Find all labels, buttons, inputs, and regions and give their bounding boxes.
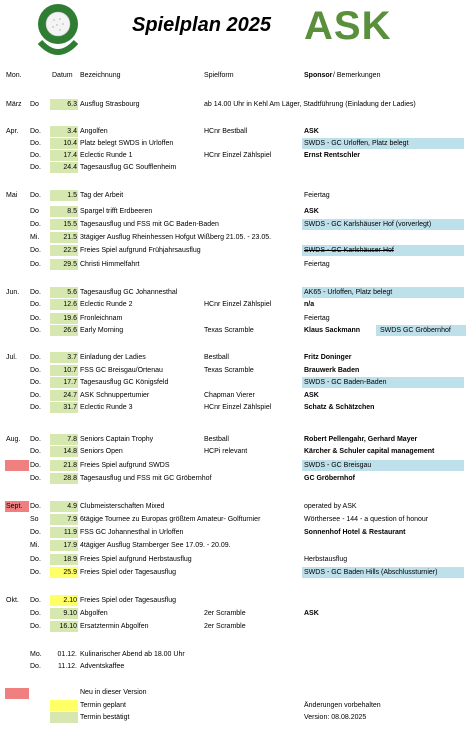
weekday-cell: Do. — [30, 164, 41, 171]
table-row — [0, 608, 472, 620]
date-cell: 10.4 — [63, 140, 77, 147]
weekday-cell: Do. — [30, 529, 41, 536]
month-cell: Jun. — [6, 289, 20, 296]
weekday-cell: Do. — [30, 475, 41, 482]
table-row — [0, 473, 472, 485]
date-cell: 16.10 — [59, 623, 77, 630]
date-cell: 3.7 — [67, 354, 77, 361]
event-name-cell: ASK Schnuppertumier — [80, 392, 150, 399]
event-name-cell: Freies Spiel oder Tagesausflug — [80, 597, 176, 604]
table-row — [0, 527, 472, 539]
sponsor-cell: Robert Pellengahr, Gerhard Mayer — [304, 436, 418, 443]
table-row — [0, 232, 472, 244]
weekday-cell: Do. — [30, 327, 41, 334]
weekday-cell: Do. — [30, 569, 41, 576]
event-name-cell: Abgolfen — [80, 610, 108, 617]
sponsor-cell: Kärcher & Schuler capital management — [304, 448, 435, 455]
table-row — [0, 219, 472, 231]
date-cell: 1.5 — [67, 192, 77, 199]
game-format-cell: HCnr Einzel Zählspiel — [204, 404, 272, 411]
table-row — [0, 299, 472, 311]
date-cell: 2.10 — [63, 597, 77, 604]
sponsor-cell: Feiertag — [304, 261, 330, 268]
event-name-cell: Eclectic Runde 3 — [80, 404, 133, 411]
weekday-cell: Do. — [30, 379, 41, 386]
legend-version: Version: 08.08.2025 — [304, 714, 367, 721]
table-row — [0, 365, 472, 377]
event-name-cell: Eclectic Runde 1 — [80, 152, 133, 159]
game-format-cell: Texas Scramble — [204, 367, 254, 374]
date-cell: 17.9 — [63, 542, 77, 549]
sponsor-cell: Brauwerk Baden — [304, 367, 360, 374]
weekday-cell: Do. — [30, 448, 41, 455]
event-name-cell: Ersatztermin Abgolfen — [80, 623, 149, 630]
month-cell: Aug. — [6, 436, 21, 443]
game-format-cell: HCnr Einzel Zählspiel — [204, 152, 272, 159]
sponsor-cell: Feiertag — [304, 192, 330, 199]
sponsor-cell: Schatz & Schätzchen — [304, 404, 375, 411]
sponsor-cell: ASK — [304, 208, 319, 215]
table-row — [0, 313, 472, 325]
table-row — [0, 540, 472, 552]
date-cell: 5.6 — [67, 289, 77, 296]
table-row — [0, 138, 472, 150]
table-row — [0, 259, 472, 271]
date-cell: 17.4 — [63, 152, 77, 159]
weekday-cell: Do. — [30, 289, 41, 296]
sponsor-cell: SWDS - GC Baden Hills (Abschlussturnier) — [304, 569, 438, 576]
extra-note-cell: SWDS GC Gröbernhof — [380, 327, 451, 334]
month-cell: Okt. — [6, 597, 19, 604]
date-cell: 10.7 — [63, 367, 77, 374]
table-row — [0, 390, 472, 402]
sponsor-cell: operated by ASK — [304, 503, 357, 510]
month-cell: Sept. — [6, 503, 23, 510]
weekday-cell: Do. — [30, 221, 41, 228]
sponsor-cell: ASK — [304, 610, 319, 617]
date-cell: 7.9 — [67, 516, 77, 523]
event-name-cell: 3tägiger Ausflug Rheinhessen Hofgut Wißberg 21.05. - 23.05. — [80, 234, 272, 241]
col-bemerkungen: / Bemerkungen — [333, 72, 381, 79]
date-cell: 21.5 — [63, 234, 77, 241]
game-format-cell: Bestball — [204, 436, 229, 443]
month-cell: Apr. — [6, 128, 19, 135]
weekday-cell: Do. — [30, 663, 41, 670]
col-mon: Mon. — [6, 72, 22, 79]
sponsor-cell: SWDS - GC Breisgau — [304, 462, 372, 469]
event-name-cell: Eclectic Runde 2 — [80, 301, 133, 308]
sponsor-cell: SWDS - GC Karlshäuser Hof — [304, 247, 394, 254]
sponsor-cell: GC Gröbernhof — [304, 475, 355, 482]
game-format-cell: HCPi relevant — [204, 448, 248, 455]
weekday-cell: Do. — [30, 503, 41, 510]
table-row — [0, 554, 472, 566]
date-cell: 21.8 — [63, 462, 77, 469]
sponsor-cell: AK65 - Urloffen, Platz belegt — [304, 289, 393, 296]
weekday-cell: Do. — [30, 556, 41, 563]
weekday-cell: Do. — [30, 623, 41, 630]
table-row — [0, 287, 472, 299]
legend-confirmed: Termin bestätigt — [80, 714, 130, 721]
game-format-cell: HCnr Bestball — [204, 128, 248, 135]
weekday-cell: Mi. — [30, 234, 40, 241]
weekday-cell: Do. — [30, 597, 41, 604]
legend-planned: Termin geplant — [80, 702, 126, 709]
weekday-cell: Do. — [30, 152, 41, 159]
table-row — [0, 434, 472, 446]
new-marker — [5, 460, 29, 471]
event-name-cell: Tagesausflug GC Johannesthal — [80, 289, 178, 296]
sponsor-cell: ASK — [304, 392, 319, 399]
table-row — [0, 621, 472, 633]
event-name-cell: Angolfen — [80, 128, 108, 135]
date-cell: 3.4 — [67, 128, 77, 135]
event-name-cell: Seniors Open — [80, 448, 123, 455]
table-row — [0, 245, 472, 257]
sponsor-cell: Herbstausflug — [304, 556, 348, 563]
month-cell: Mai — [6, 192, 18, 199]
table-row — [0, 352, 472, 364]
event-name-cell: FSS GC Breisgau/Ortenau — [80, 367, 163, 374]
sponsor-cell: Fritz Doninger — [304, 354, 352, 361]
sponsor-cell: Feiertag — [304, 315, 330, 322]
table-row — [0, 501, 472, 513]
weekday-cell: Do. — [30, 392, 41, 399]
table-row — [0, 162, 472, 174]
table-row — [0, 567, 472, 579]
date-cell: 11.12. — [58, 663, 77, 670]
date-cell: 25.9 — [63, 569, 77, 576]
table-row — [0, 595, 472, 607]
table-row — [0, 460, 472, 472]
date-cell: 24.7 — [63, 392, 77, 399]
date-cell: 17.7 — [63, 379, 77, 386]
table-row — [0, 402, 472, 414]
table-row — [0, 99, 472, 111]
table-row — [0, 514, 472, 526]
event-name-cell: Fronleichnam — [80, 315, 123, 322]
event-name-cell: Platz belegt SWDS in Urloffen — [80, 140, 174, 147]
legend-new-swatch — [5, 688, 29, 699]
weekday-cell: Do. — [30, 354, 41, 361]
weekday-cell: Do — [30, 208, 39, 215]
legend-confirmed-swatch — [50, 712, 78, 723]
table-row — [0, 325, 472, 337]
event-name-cell: Kulinarischer Abend ab 18.00 Uhr — [80, 651, 185, 658]
game-format-cell: 2er Scramble — [204, 623, 246, 630]
event-name-cell: Seniors Captain Trophy — [80, 436, 154, 443]
month-cell: Jul. — [6, 354, 17, 361]
sponsor-cell: Sonnenhof Hotel & Restaurant — [304, 529, 406, 536]
weekday-cell: Do. — [30, 128, 41, 135]
game-format-cell: HCnr Einzel Zählspiel — [204, 301, 272, 308]
table-row — [0, 446, 472, 458]
weekday-cell: Do. — [30, 462, 41, 469]
weekday-cell: Do. — [30, 610, 41, 617]
sponsor-cell: Wörthersee - 144 - a question of honour — [304, 516, 429, 523]
game-format-cell: ab 14.00 Uhr in Kehl Am Läger, Stadtführung (Einladung der Ladies) — [204, 101, 416, 108]
col-datum: Datum — [52, 72, 73, 79]
event-name-cell: Ausflug Strasbourg — [80, 101, 140, 108]
weekday-cell: Do. — [30, 436, 41, 443]
sponsor-cell: ASK — [304, 128, 319, 135]
date-cell: 24.4 — [63, 164, 77, 171]
event-name-cell: Freies Spiel aufgrund SWDS — [80, 462, 170, 469]
weekday-cell: Mo. — [30, 651, 42, 658]
weekday-cell: Do. — [30, 192, 41, 199]
weekday-cell: So — [30, 516, 39, 523]
event-name-cell: Freies Spiel aufgrund Frühjahrsausflug — [80, 247, 201, 254]
sponsor-cell: SWDS - GC Karlshäuser Hof (vorverlegt) — [304, 221, 432, 228]
col-sponsor: Sponsor — [304, 72, 333, 79]
date-cell: 28.8 — [63, 475, 77, 482]
table-row — [0, 126, 472, 138]
game-format-cell: 2er Scramble — [204, 610, 246, 617]
date-cell: 14.8 — [63, 448, 77, 455]
weekday-cell: Do. — [30, 140, 41, 147]
event-name-cell: Freies Spiel oder Tagesausflug — [80, 569, 176, 576]
weekday-cell: Do. — [30, 247, 41, 254]
date-cell: 15.5 — [63, 221, 77, 228]
date-cell: 18.9 — [63, 556, 77, 563]
table-row — [0, 150, 472, 162]
event-name-cell: Christi Himmelfahrt — [80, 261, 140, 268]
legend-changes: Änderungen vorbehalten — [304, 702, 381, 709]
weekday-cell: Mi. — [30, 542, 40, 549]
table-row — [0, 649, 472, 661]
game-format-cell: Texas Scramble — [204, 327, 254, 334]
date-cell: 26.6 — [63, 327, 77, 334]
col-bezeichnung: Bezeichnung — [80, 72, 121, 79]
event-name-cell: 6tägige Tournee zu Europas größtem Amateur- Golfturnier — [80, 516, 261, 523]
date-cell: 31.7 — [63, 404, 77, 411]
event-name-cell: Clubmeisterschaften Mixed — [80, 503, 165, 510]
table-row — [0, 190, 472, 202]
date-cell: 11.9 — [63, 529, 77, 536]
date-cell: 7.8 — [67, 436, 77, 443]
month-cell: März — [6, 101, 22, 108]
game-format-cell: Bestball — [204, 354, 229, 361]
event-name-cell: Tagesausflug und FSS mit GC Gröbernhof — [80, 475, 212, 482]
event-name-cell: Early Morning — [80, 327, 124, 334]
col-spielform: Spielform — [204, 72, 234, 79]
weekday-cell: Do — [30, 101, 39, 108]
legend-new: Neu in dieser Version — [80, 689, 147, 696]
sponsor-cell: Klaus Sackmann — [304, 327, 361, 334]
sponsor-cell: Ernst Rentschler — [304, 152, 361, 159]
table-row — [0, 377, 472, 389]
date-cell: 4.9 — [67, 503, 77, 510]
weekday-cell: Do. — [30, 315, 41, 322]
golfclub-logo — [36, 2, 80, 60]
date-cell: 29.5 — [63, 261, 77, 268]
event-name-cell: Tag der Arbeit — [80, 192, 124, 199]
event-name-cell: Tagesausflug GC Soufflenheim — [80, 164, 177, 171]
table-row — [0, 661, 472, 673]
sponsor-cell: n/a — [304, 301, 315, 308]
weekday-cell: Do. — [30, 261, 41, 268]
event-name-cell: Adventskaffee — [80, 663, 125, 670]
date-cell: 6.3 — [67, 101, 77, 108]
page-title: Spielplan 2025 — [132, 14, 271, 36]
legend-planned-swatch — [50, 700, 78, 711]
weekday-cell: Do. — [30, 301, 41, 308]
weekday-cell: Do. — [30, 367, 41, 374]
sponsor-cell: SWDS - GC Baden-Baden — [304, 379, 387, 386]
weekday-cell: Do. — [30, 404, 41, 411]
table-row — [0, 206, 472, 218]
event-name-cell: Einladung der Ladies — [80, 354, 146, 361]
event-name-cell: Tagesausflug GC Königsfeld — [80, 379, 169, 386]
sponsor-cell: SWDS - GC Urloffen, Platz belegt — [304, 140, 409, 147]
date-cell: 12.6 — [63, 301, 77, 308]
ask-brand-logo: ASK — [304, 4, 392, 48]
date-cell: 19.6 — [63, 315, 77, 322]
game-format-cell: Chapman Vierer — [204, 392, 255, 399]
date-cell: 9.10 — [63, 610, 77, 617]
event-name-cell: Freies Spiel aufgrund Herbstausflug — [80, 556, 192, 563]
date-cell: 22.5 — [63, 247, 77, 254]
event-name-cell: 4tägiger Ausflug Starnberger See 17.09. - 20.09. — [80, 542, 231, 549]
date-cell: 8.5 — [67, 208, 77, 215]
event-name-cell: Spargel trifft Erdbeeren — [80, 208, 153, 215]
event-name-cell: FSS GC Johannesthal in Urloffen — [80, 529, 184, 536]
date-cell: 01.12. — [57, 651, 77, 658]
event-name-cell: Tagesausflug und FSS mit GC Baden-Baden — [80, 221, 219, 228]
